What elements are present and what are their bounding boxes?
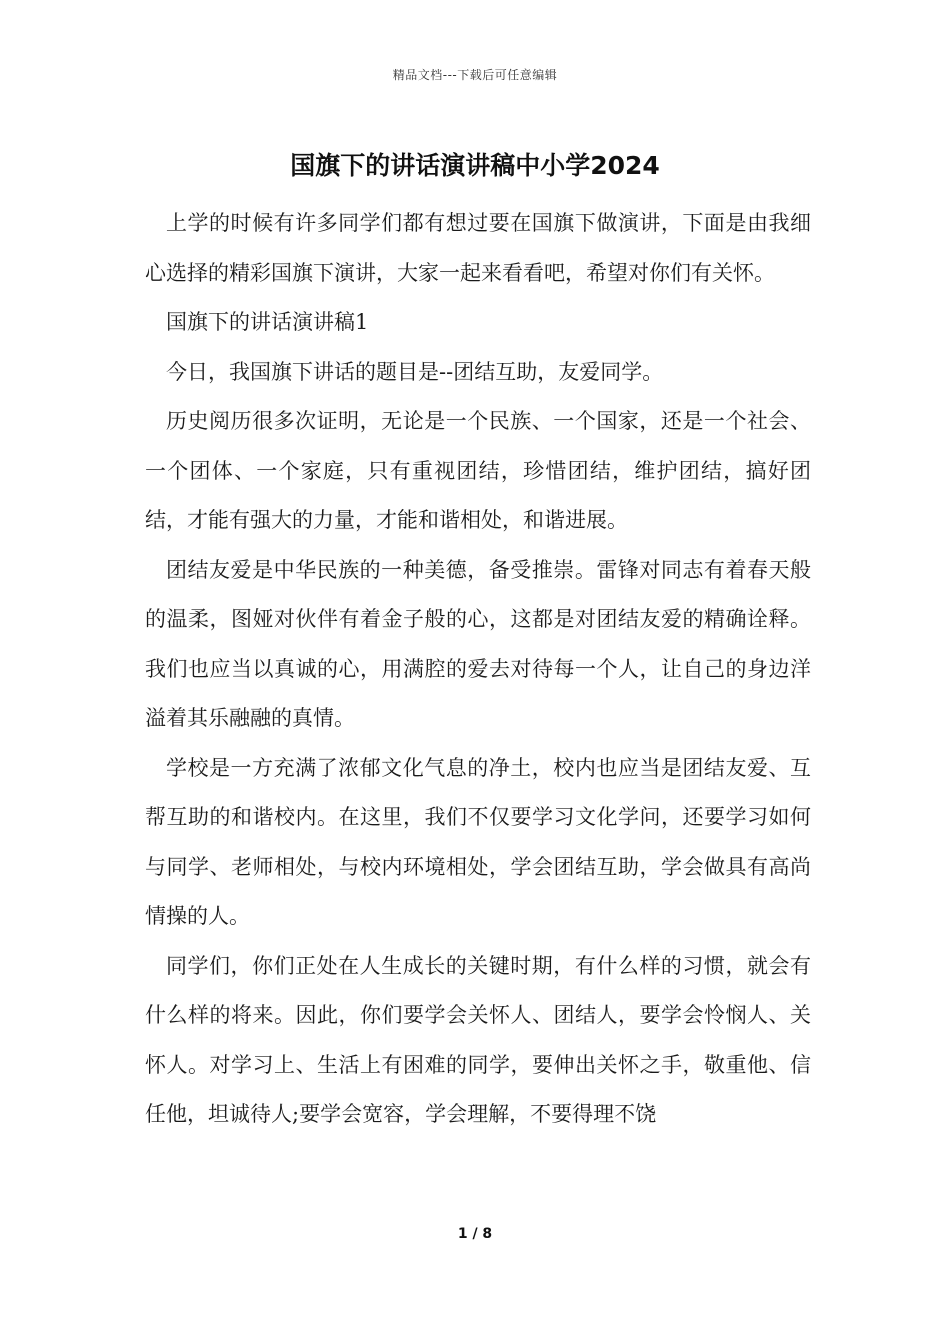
section-heading: 国旗下的讲话演讲稿1 [166, 310, 369, 334]
paragraph: 历史阅历很多次证明，无论是一个民族、一个国家，还是一个社会、一个团体、一个家庭，只有重视团结，珍惜团结，维护团结，搞好团结，才能有强大的力量，才能和谐相处，和谐进展。 [145, 409, 811, 532]
paragraph: 学校是一方充满了浓郁文化气息的净土，校内也应当是团结友爱、互帮互助的和谐校内。在这里，我们不仅要学习文化学问，还要学习如何与同学、老师相处，与校内环境相处，学会团结互助，学会做具有高尚情操的人。 [145, 755, 811, 928]
paragraph: 今日，我国旗下讲话的题目是--团结互助，友爱同学。 [166, 359, 664, 384]
header-note: 精品文档---下载后可任意编辑 [392, 68, 558, 82]
paragraph-intro: 上学的时候有许多同学们都有想过要在国旗下做演讲，下面是由我细心选择的精彩国旗下演讲，大家一起来看看吧，希望对你们有关怀。 [145, 211, 811, 285]
page-number: 1 / 8 [457, 1226, 493, 1242]
paragraph: 团结友爱是中华民族的一种美德，备受推崇。雷锋对同志有着春天般的温柔，图娅对伙伴有着金子般的心，这都是对团结友爱的精确诠释。我们也应当以真诚的心，用满腔的爱去对待每一个人，让自己的身边洋溢着其乐融融的真情。 [145, 557, 811, 730]
document-body [145, 199, 811, 1140]
paragraph: 同学们，你们正处在人生成长的关键时期，有什么样的习惯，就会有什么样的将来。因此，你们要学会关怀人、团结人，要学会怜悯人、关怀人。对学习上、生活上有困难的同学，要伸出关怀之手，敬重他、信任他，坦诚待人;要学会宽容，学会理解，不要得理不饶 [145, 953, 811, 1126]
document-title: 国旗下的讲话演讲稿中小学2024 [290, 151, 660, 180]
